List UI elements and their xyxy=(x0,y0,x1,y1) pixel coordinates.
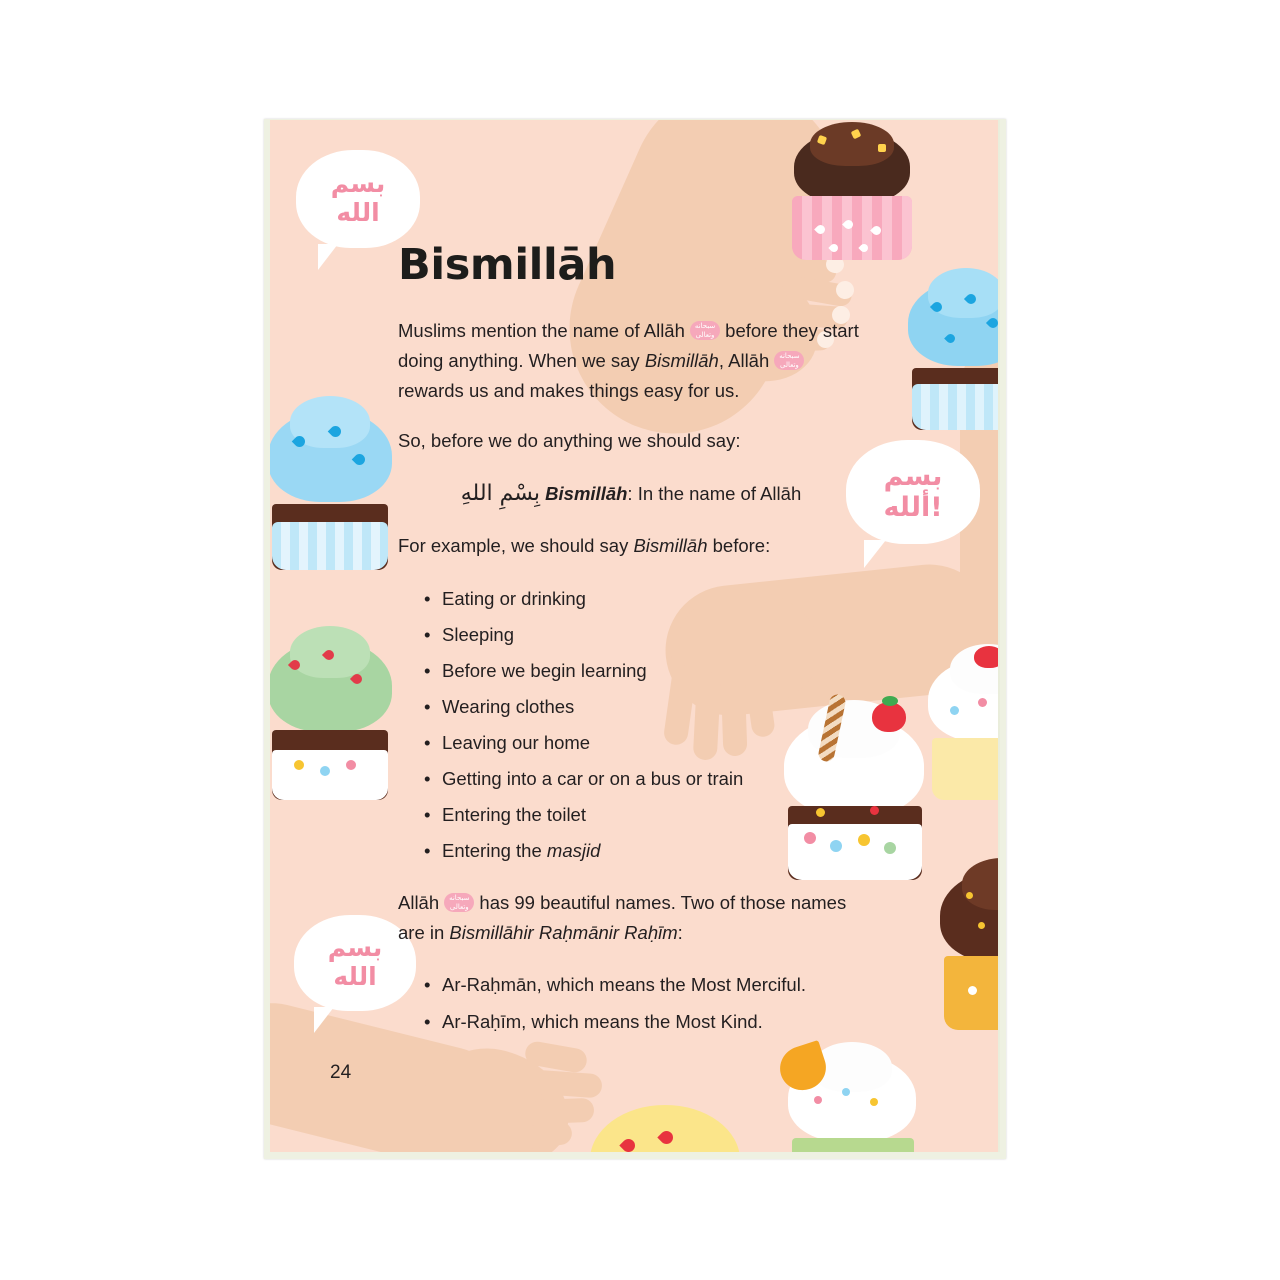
cupcake-right-cream xyxy=(920,650,998,800)
speech-bubble-line-2: ألله! xyxy=(883,492,943,523)
dua-line xyxy=(398,476,864,511)
paragraph-names xyxy=(398,888,864,948)
speech-bubble-tail xyxy=(314,1007,342,1033)
allah-honorific-badge: سبحانه وتعالى xyxy=(690,321,720,340)
dua-arabic: بِسْمِ اللهِ xyxy=(460,480,541,506)
intro-text-tail: rewards us and makes things easy for us. xyxy=(398,379,740,401)
list-item-masjid xyxy=(442,833,864,869)
intro-text-before: Muslims mention the name of Allāh xyxy=(398,320,691,341)
speech-bubble-middle-right xyxy=(846,440,980,544)
bismillah-occasions-list xyxy=(398,581,864,870)
speech-bubble-tail xyxy=(318,244,346,270)
speech-bubble-line-2: الله xyxy=(336,198,380,227)
cupcake-bottom-left-yellow xyxy=(590,1105,750,1152)
masjid-text-before: Entering the xyxy=(442,840,547,862)
paragraph-so-before: So, before we do anything we should say: xyxy=(398,429,741,451)
intro-italic-bismillah: Bismillāh xyxy=(644,349,719,371)
speech-bubble-line-1: بسم xyxy=(883,460,943,492)
intro-text-after: before they start doing anything. When we say xyxy=(398,320,859,371)
cupcake-left-blue xyxy=(270,410,400,570)
list-item: • Leaving our home xyxy=(442,725,864,761)
page-content xyxy=(398,240,864,1058)
masjid-italic: masjid xyxy=(546,840,601,862)
list-item: • Wearing clothes xyxy=(442,689,864,725)
list-item: • Sleeping xyxy=(442,617,864,653)
beautiful-names-list xyxy=(398,967,864,1039)
cupcake-left-green xyxy=(270,640,400,800)
list-item: • Eating or drinking xyxy=(442,581,864,617)
names-text-tail: : xyxy=(677,921,683,943)
dua-transliteration: Bismillāh xyxy=(545,482,628,504)
speech-bubble-top-left xyxy=(296,150,420,248)
intro-text-mid: , Allāh xyxy=(718,349,775,371)
speech-bubble-tail xyxy=(864,540,894,568)
speech-bubble-line-1: بسم xyxy=(327,933,383,963)
list-item: • Ar-Raḥmān, which means the Most Merciful. xyxy=(442,967,864,1003)
paragraph-example-lead xyxy=(398,531,864,561)
page-title: Bismillāh xyxy=(398,240,617,290)
speech-bubble-line-1: بسم xyxy=(330,169,386,199)
allah-honorific-badge: سبحانه وتعالى xyxy=(444,893,474,912)
page-number: 24 xyxy=(330,1062,352,1083)
book-page xyxy=(270,120,998,1152)
names-text-before: Allāh xyxy=(398,891,445,913)
dua-translation: : In the name of Allāh xyxy=(627,482,802,504)
list-item: • Entering the toilet xyxy=(442,797,864,833)
names-italic: Bismillāhir Raḥmānir Raḥīm xyxy=(449,921,678,943)
example-lead-before: For example, we should say xyxy=(398,535,634,557)
example-lead-after: before: xyxy=(707,535,771,557)
cupcake-right-blue xyxy=(902,280,998,430)
cupcake-right-chocolate xyxy=(932,870,998,1030)
list-item: • Before we begin learning xyxy=(442,653,864,689)
allah-honorific-badge: سبحانه وتعالى xyxy=(774,351,804,370)
list-item: • Getting into a car or on a bus or train xyxy=(442,761,864,797)
paragraph-intro xyxy=(398,316,864,406)
example-lead-italic: Bismillāh xyxy=(633,535,708,557)
list-item: • Ar-Raḥīm, which means the Most Kind. xyxy=(442,1004,864,1040)
speech-bubble-line-2: الله xyxy=(333,962,377,991)
names-text-after: has 99 beautiful names. Two of those names are in xyxy=(398,891,847,943)
